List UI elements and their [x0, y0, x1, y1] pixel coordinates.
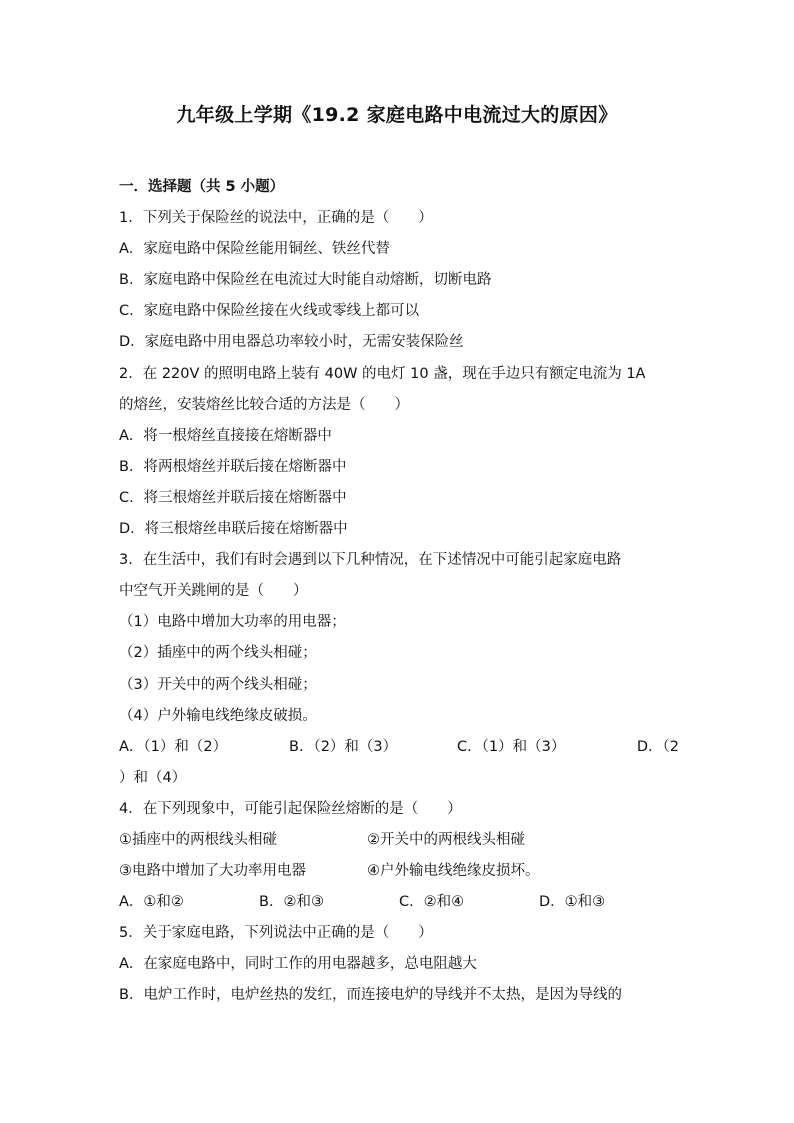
q3-options-row [119, 732, 679, 763]
q3-item-1: （1）电路中增加大功率的用电器； [119, 614, 346, 631]
q2-option-d: D．将三根熔丝串联后接在熔断器中 [119, 521, 348, 538]
q3-option-c: C．（1）和（3） [457, 738, 566, 755]
q3-stem-line2: 中空气开关跳闸的是（ ） [119, 583, 308, 600]
q4-stem: 4．在下列现象中，可能引起保险丝熔断的是（ ） [119, 800, 462, 817]
q4-items-row2 [119, 856, 679, 887]
q2-stem-line1: 2．在 220V 的照明电路上装有 40W 的电灯 10 盏，现在手边只有额定电流为 1A [119, 365, 646, 382]
question-list [119, 172, 679, 1012]
q4-option-b: B．②和③ [259, 894, 324, 911]
q3-stem-line1: 3．在生活中，我们有时会遇到以下几种情况，在下述情况中可能引起家庭电路 [119, 552, 622, 569]
q5-option-a: A．在家庭电路中，同时工作的用电器越多，总电阻越大 [119, 956, 477, 973]
q4-item-4: ④户外输电线绝缘皮损坏。 [367, 863, 540, 880]
q1-option-b: B．家庭电路中保险丝在电流过大时能自动熔断，切断电路 [119, 272, 492, 289]
q1-option-d: D．家庭电路中用电器总功率较小时，无需安装保险丝 [119, 334, 464, 351]
q3-item-4: （4）户外输电线绝缘皮破损。 [119, 707, 317, 724]
section-heading: 一．选择题（共 5 小题） [119, 179, 285, 195]
q2-stem-line2: 的熔丝，安装熔丝比较合适的方法是（ ） [119, 396, 409, 413]
q4-options-row [119, 887, 679, 918]
q5-stem: 5．关于家庭电路，下列说法中正确的是（ ） [119, 925, 433, 942]
q5-option-b: B．电炉工作时，电炉丝热的发红，而连接电炉的导线并不太热，是因为导线的 [119, 987, 622, 1004]
q2-option-c: C．将三根熔丝并联后接在熔断器中 [119, 489, 347, 506]
q3-option-b: B．（2）和（3） [289, 738, 398, 755]
q1-option-c: C．家庭电路中保险丝接在火线或零线上都可以 [119, 303, 420, 320]
q1-stem: 1．下列关于保险丝的说法中，正确的是（ ） [119, 210, 433, 227]
q3-option-d-part1: D．（2 [636, 738, 679, 755]
q3-option-d-part2: ）和（4） [119, 769, 187, 786]
q4-option-a: A．①和② [119, 894, 184, 911]
q2-option-a: A．将一根熔丝直接接在熔断器中 [119, 427, 332, 444]
q4-option-d: D．①和③ [539, 894, 606, 911]
q3-option-a: A．（1）和（2） [119, 738, 228, 755]
q1-option-a: A．家庭电路中保险丝能用铜丝、铁丝代替 [119, 241, 390, 258]
q3-item-2: （2）插座中的两个线头相碰； [119, 645, 317, 662]
q3-item-3: （3）开关中的两个线头相碰； [119, 676, 317, 693]
document-title: 九年级上学期《19.2 家庭电路中电流过大的原因》 [176, 104, 618, 126]
q4-item-2: ②开关中的两根线头相碰 [367, 831, 525, 848]
q4-items-row1 [119, 825, 679, 856]
q2-option-b: B．将两根熔丝并联后接在熔断器中 [119, 458, 347, 475]
q4-item-1: ①插座中的两根线头相碰 [119, 831, 277, 848]
q4-option-c: C．②和④ [399, 894, 465, 911]
q4-item-3: ③电路中增加了大功率用电器 [119, 863, 306, 880]
